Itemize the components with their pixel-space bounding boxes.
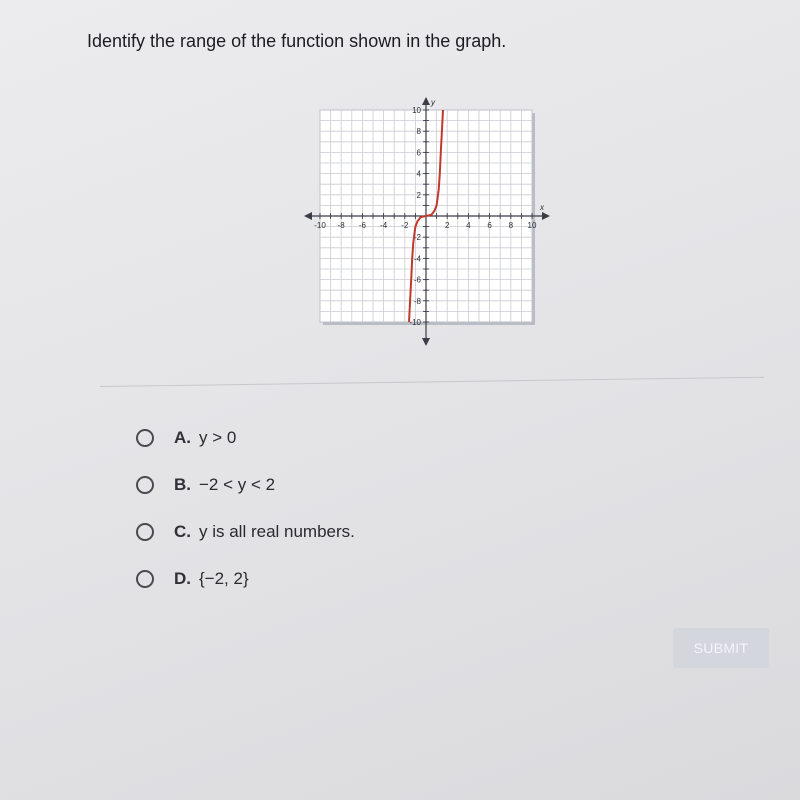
y-tick-label: 2: [416, 190, 421, 200]
submit-button[interactable]: SUBMIT: [673, 628, 769, 668]
choice-d-letter: D.: [174, 568, 191, 588]
choice-c[interactable]: [136, 520, 355, 543]
x-tick-label: -8: [337, 221, 345, 230]
x-tick-label: 2: [444, 221, 450, 230]
y-axis-bottom-arrow: [422, 338, 430, 346]
choice-a[interactable]: [136, 426, 355, 449]
choice-a-letter: A.: [174, 427, 191, 447]
x-tick-label: -6: [358, 221, 366, 230]
radio-button-c[interactable]: [136, 523, 154, 541]
choice-c-letter: C.: [174, 521, 191, 541]
radio-button-d[interactable]: [136, 570, 154, 588]
choice-b-text: −2 < y < 2: [199, 474, 276, 494]
x-tick-label: 6: [487, 221, 492, 230]
question-text: Identify the range of the function shown in the graph.: [87, 31, 507, 51]
x-tick-label: -10: [314, 221, 326, 230]
function-graph: [300, 96, 555, 348]
x-axis-left-arrow: [304, 212, 312, 220]
y-tick-label: 6: [416, 148, 421, 158]
y-axis-top-arrow: [422, 97, 430, 105]
x-axis-right-arrow: [542, 212, 550, 220]
radio-button-a[interactable]: [136, 429, 154, 447]
x-tick-label: -2: [401, 221, 409, 230]
x-tick-label: 10: [527, 221, 537, 230]
graph-svg: [300, 96, 555, 348]
divider: [100, 377, 764, 387]
y-tick-label: -8: [413, 296, 421, 306]
y-tick-label: 10: [412, 106, 421, 115]
choice-c-text: y is all real numbers.: [199, 521, 355, 541]
y-tick-label: -10: [409, 318, 421, 327]
x-tick-label: 4: [466, 221, 471, 230]
choice-b-letter: B.: [174, 474, 191, 494]
x-axis-label: x: [540, 203, 544, 212]
radio-button-b[interactable]: [136, 476, 154, 494]
y-axis-label: y: [431, 98, 435, 107]
choice-d-text: {−2, 2}: [199, 568, 249, 588]
y-tick-label: -2: [413, 233, 421, 243]
choice-d[interactable]: [136, 567, 355, 590]
y-tick-label: -4: [413, 254, 421, 264]
choice-a-text: y > 0: [199, 427, 237, 447]
y-tick-label: 4: [416, 169, 421, 179]
y-tick-label: -6: [413, 275, 421, 285]
y-tick-label: 8: [416, 127, 421, 137]
answer-choices: [136, 426, 355, 614]
choice-b[interactable]: [136, 473, 355, 496]
x-tick-label: -4: [380, 221, 388, 230]
x-tick-label: 8: [508, 221, 514, 230]
